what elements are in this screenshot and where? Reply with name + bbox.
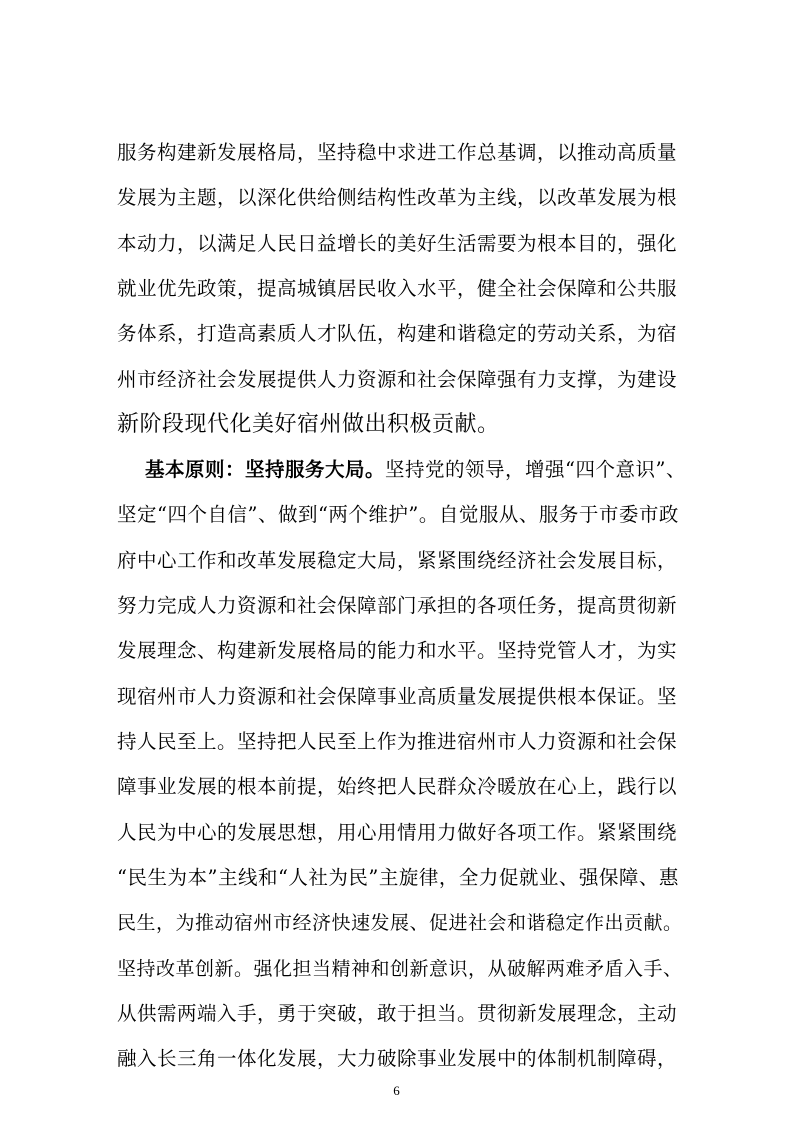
paragraph-2-line-5: 发展理念、构建新发展格局的能力和水平。坚持党管人才，为实 — [117, 639, 678, 662]
paragraph-2-line-1-rest: 坚持党的领导，增强“四个意识”、 — [385, 458, 686, 481]
paragraph-2-line-14: 融入长三角一体化发展，大力破除事业发展中的体制机制障碍， — [117, 1047, 678, 1070]
paragraph-1-line-7: 新阶段现代化美好宿州做出积极贡献。 — [117, 412, 500, 437]
paragraph-2-line-6: 现宿州市人力资源和社会保障事业高质量发展提供根本保证。坚 — [117, 685, 678, 708]
paragraph-1-line-2: 发展为主题，以深化供给侧结构性改革为主线，以改革发展为根 — [117, 186, 678, 209]
paragraph-2-line-8: 障事业发展的根本前提，始终把人民群众冷暖放在心上，践行以 — [117, 775, 678, 798]
paragraph-2-line-3: 府中心工作和改革发展稳定大局，紧紧围绕经济社会发展目标， — [117, 549, 678, 572]
paragraph-2-line-4: 努力完成人力资源和社会保障部门承担的各项任务，提高贯彻新 — [117, 594, 678, 617]
paragraph-2-line-13: 从供需两端入手，勇于突破，敢于担当。贯彻新发展理念，主动 — [117, 1002, 678, 1025]
paragraph-2-line-11: 民生，为推动宿州市经济快速发展、促进社会和谐稳定作出贡献。 — [117, 912, 683, 934]
paragraph-1-line-4: 就业优先政策，提高城镇居民收入水平，健全社会保障和公共服 — [117, 277, 678, 300]
paragraph-2-lead-heading: 基本原则：坚持服务大局。 — [145, 458, 386, 481]
paragraph-2-line-7: 持人民至上。坚持把人民至上作为推进宿州市人力资源和社会保 — [117, 730, 678, 753]
paragraph-2-line-1 — [145, 452, 687, 488]
paragraph-2-line-2: 坚定“四个自信”、做到“两个维护”。自觉服从、服务于市委市政 — [117, 503, 679, 526]
paragraph-2-line-10: “民生为本”主线和“人社为民”主旋律，全力促就业、强保障、惠 — [117, 866, 679, 889]
paragraph-2-line-9: 人民为中心的发展思想，用心用情用力做好各项工作。紧紧围绕 — [117, 821, 678, 844]
paragraph-1-line-1: 服务构建新发展格局，坚持稳中求进工作总基调，以推动高质量 — [117, 141, 678, 164]
paragraph-1-line-3: 本动力，以满足人民日益增长的美好生活需要为根本目的，强化 — [117, 232, 678, 255]
paragraph-1-line-5: 务体系，打造高素质人才队伍，构建和谐稳定的劳动关系，为宿 — [117, 322, 678, 345]
paragraph-2-line-12: 坚持改革创新。强化担当精神和创新意识，从破解两难矛盾入手、 — [117, 958, 683, 980]
page-number: 6 — [393, 1083, 400, 1098]
paragraph-1-line-6: 州市经济社会发展提供人力资源和社会保障强有力支撑，为建设 — [117, 368, 678, 391]
